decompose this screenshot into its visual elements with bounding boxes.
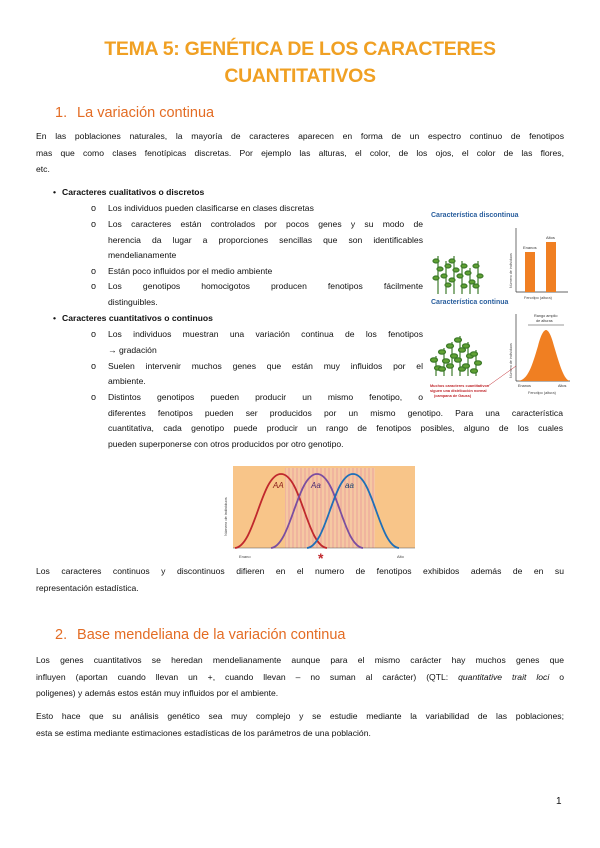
list-item-text: pueden superponerse con otros producidos por otro genotipo. (108, 439, 344, 449)
phenotype-marker: * (318, 550, 324, 566)
bullet-dot: • (53, 313, 57, 323)
line2-text-b: o (549, 671, 564, 682)
bar-enanos-label: Enanos (523, 245, 537, 250)
paragraph-line-2 (36, 669, 564, 686)
sub-bullet: o (91, 219, 97, 229)
paragraph-after-figure (36, 563, 564, 596)
continuous-y-label: Número de individuos (509, 343, 513, 378)
bullet-quantitative (53, 313, 213, 323)
list-item-text: Los individuos muestran una variación continua de los fenotipos (108, 329, 423, 339)
list-item-text: Los caracteres están controlados por pocos genes y su modo de (108, 219, 423, 229)
sub-bullet: o (91, 281, 97, 291)
section-2-title: Base mendeliana de la variación continua (77, 627, 346, 643)
intro-line-2: mas que como clases fenotípicas discretas. Por ejemplo las alturas, el color, de los ojos, el color de las flores, (36, 147, 564, 158)
bullet-quantitative-heading: Caracteres cuantitativos o continuos (62, 313, 213, 323)
label-Aa: Aa (311, 481, 321, 490)
sub-bullet: o (91, 392, 97, 402)
bullet-qualitative-heading: Caracteres cualitativos o discretos (62, 187, 205, 197)
label-aa: aa (345, 481, 354, 490)
section-2-heading (55, 627, 345, 643)
bar-altos (546, 242, 556, 292)
figure-discrete-vs-continuous (428, 206, 573, 404)
sub-bullet: o (91, 203, 97, 213)
list-item-text: → gradación (108, 345, 157, 355)
figure-continuous-title: Característica continua (431, 299, 509, 306)
title-line-1: TEMA 5: GENÉTICA DE LOS CARACTERES (104, 38, 496, 60)
continuous-altos: Altos (558, 384, 567, 388)
section-1-number: 1. (55, 105, 68, 121)
intro-line-3: etc. (36, 164, 50, 174)
list-item-text: distinguibles. (108, 297, 158, 307)
paragraph-analysis (36, 708, 564, 741)
sub-bullet: o (91, 266, 97, 276)
caption-line-1: Muchos caracteres cuantitativos (430, 384, 489, 388)
paragraph-line-1: Esto hace que su análisis genético sea muy complejo y se estudie mediante la variabilidad de las poblaciones; (36, 711, 564, 721)
paragraph-line-3: poligenes) y además estos están muy influidos por el ambiente. (36, 688, 279, 698)
y-axis-label: Número de individuos (223, 497, 228, 536)
list-item-text: Distintos genotipos pueden producir un mismo fenotipo, o (108, 392, 423, 402)
paragraph-line-1: Los caracteres continuos y discontinuos difieren en el numero de fenotipos exhibidos además de en su (36, 566, 564, 576)
section-1-title: La variación continua (77, 105, 215, 121)
line2-text-a: influyen (aportan cuando llevan un +, cuando llevan – no suman al carácter) (QTL: (36, 671, 459, 682)
list-item-text: mendelianamente (108, 250, 177, 260)
list-item-text: cuantitativa, cada genotipo puede producir un rango de fenotipos posibles, alguno de los cuales (108, 423, 563, 433)
bar-altos-label: Altos (546, 235, 555, 240)
x-label-alto: Alto (397, 554, 404, 559)
discrete-x-label: Fenotipo (altura) (524, 296, 552, 300)
x-label-enano: Enano (239, 554, 251, 559)
section-1-heading (55, 105, 214, 121)
bar-enanos (525, 252, 535, 292)
list-item-text: herencia da lugar a proporciones sencillas que son identificables (108, 235, 423, 245)
paragraph-line-2: esta se estima mediante estimaciones estadísticas de los parámetros de una población. (36, 727, 371, 738)
list-item-text: Los individuos pueden clasificarse en clases discretas (108, 203, 314, 213)
bullet-dot: • (53, 187, 57, 197)
figure-discrete-title: Característica discontinua (431, 212, 519, 219)
paragraph-line-1: Los genes cuantitativos se heredan mendelianamente aunque para el mismo carácter hay muchos genes que (36, 655, 564, 665)
caption-line-3: (campana de Gauss) (434, 394, 472, 398)
caption-line-2: siguen una distribución normal (430, 389, 487, 393)
intro-line-1: En las poblaciones naturales, la mayoría de caracteres aparecen en forma de un espectro continuo de fenotipos (36, 131, 564, 141)
continuous-enanos: Enanos (518, 384, 531, 388)
bullet-qualitative (53, 187, 205, 197)
sub-bullet: o (91, 361, 97, 371)
list-item-text: Están poco influidos por el medio ambiente (108, 266, 273, 276)
sub-bullet: o (91, 329, 97, 339)
list-item-text: Suelen intervenir muchos genes que están muy influidos por el (108, 361, 423, 371)
page-number: 1 (556, 796, 562, 807)
range-label-2: de alturas (536, 319, 553, 323)
figure-genotype-distributions (215, 466, 417, 566)
page-title (60, 36, 540, 90)
line2-italic: quantitative trait loci (458, 671, 550, 682)
paragraph-line-2: representación estadística. (36, 582, 139, 593)
label-AA: AA (273, 481, 284, 490)
intro-paragraph (36, 128, 564, 178)
list-item-text: ambiente. (108, 376, 146, 386)
continuous-x-label: Fenotipo (altura) (528, 391, 556, 395)
discrete-y-label: Número de individuos (509, 253, 513, 288)
list-item-text: Los genotipos homocigotos producen fenotipos fácilmente (108, 281, 423, 291)
section-2-number: 2. (55, 627, 68, 643)
paragraph-mendelian (36, 652, 564, 702)
title-line-2: CUANTITATIVOS (224, 65, 376, 87)
list-item-text: diferentes fenotipos pueden ser producidos por un mismo genotipo. Para una característica (108, 408, 563, 418)
range-label-1: Rango amplio (534, 314, 558, 318)
